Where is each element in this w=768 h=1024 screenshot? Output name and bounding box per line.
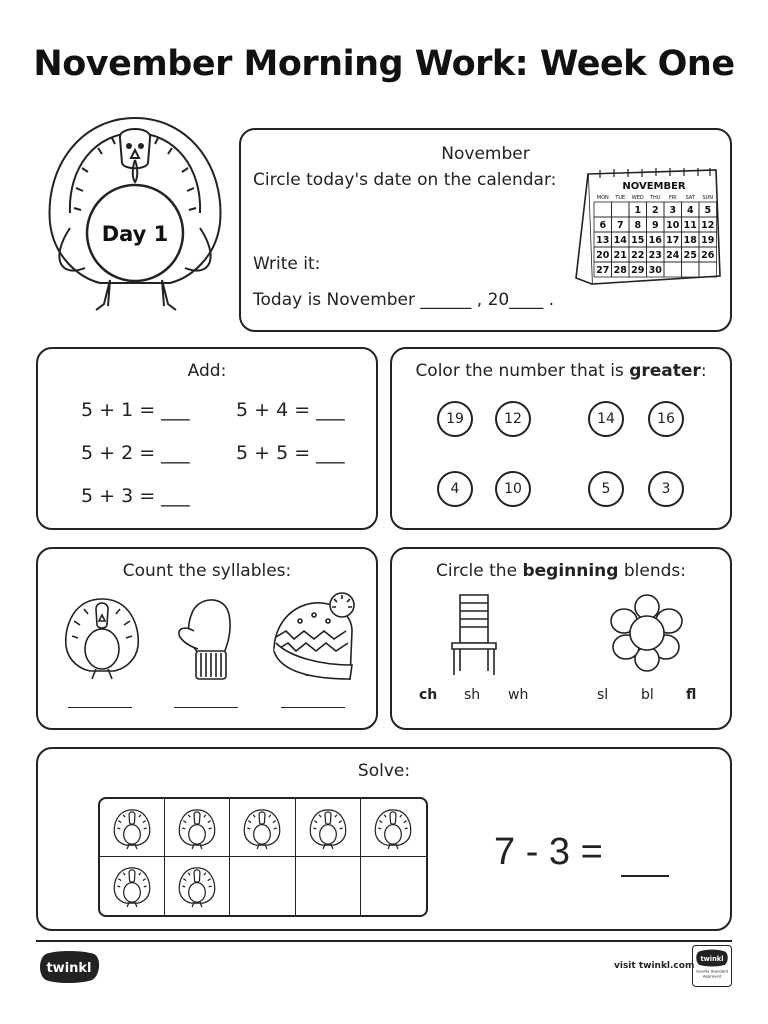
calendar-day: 26 [701,250,715,261]
number-circle[interactable]: 19 [437,401,473,437]
calendar-day: 10 [666,220,680,231]
calendar-weekday: SAT [685,195,695,201]
calendar-day: 23 [648,250,662,261]
number-circle[interactable]: 5 [588,471,624,507]
turkey-icon [372,806,414,850]
calendar-day: 11 [683,220,697,231]
number-circle[interactable]: 10 [495,471,531,507]
calendar-day: 30 [648,265,662,276]
calendar-weekday: FRI [668,195,677,201]
calendar-day: 9 [651,220,659,231]
blend-option[interactable]: fl [686,687,697,703]
ten-frame-cell [361,799,426,857]
turkey-icon [176,806,218,850]
calendar-day: 14 [613,235,627,246]
number-circle[interactable]: 4 [437,471,473,507]
solve-heading: Solve: [357,761,411,781]
calendar-day: 18 [683,235,697,246]
blend-option[interactable]: sl [597,687,609,703]
footer-divider [36,940,732,942]
ten-frame-cell [100,857,165,915]
calendar-month: NOVEMBER [622,181,686,192]
blend-option[interactable]: wh [508,687,529,703]
calendar-weekday: TUE [615,195,626,201]
syllable-section [36,547,378,730]
turkey-icon [111,864,153,908]
equation-5-plus-4[interactable]: 5 + 4 = ___ [236,399,345,421]
equation-5-plus-2[interactable]: 5 + 2 = ___ [81,442,190,464]
number-circle[interactable]: 16 [648,401,684,437]
calendar-day: 17 [666,235,680,246]
greater-section [390,347,732,530]
date-sentence[interactable]: Today is November ______ , 20____ . [253,290,555,310]
calendar-icon[interactable] [574,166,722,290]
calendar-day: 24 [666,250,680,261]
date-section [239,128,732,332]
blend-section [390,547,732,730]
ten-frame-cell [296,799,361,857]
turkey-icon [241,806,283,850]
calendar-day: 5 [704,205,712,216]
calendar-day: 2 [651,205,659,216]
calendar-day: 15 [631,235,645,246]
calendar-day: 1 [634,205,642,216]
calendar-weekday: MON [596,195,609,201]
twinkl-logo [38,950,100,984]
calendar-day: 25 [683,250,697,261]
calendar-day: 16 [648,235,662,246]
answer-line[interactable] [621,875,669,877]
add-heading: Add: [187,361,227,381]
calendar-day: 20 [596,250,610,261]
ten-frame-cell [100,799,165,857]
blend-option[interactable]: bl [641,687,654,703]
winter-hat-icon [270,591,360,683]
ten-frame-cell [361,857,426,915]
syllable-heading: Count the syllables: [122,561,292,581]
blend-option[interactable]: sh [464,687,481,703]
answer-line[interactable] [174,707,238,708]
badge-caption: Quality Standard Approved [695,968,729,979]
calendar-weekday: WED [631,195,644,201]
calendar-weekday: THU [650,195,661,201]
svg-text:twinkl: twinkl [700,955,724,964]
calendar-day: 27 [596,265,610,276]
calendar-day: 4 [686,205,694,216]
greater-heading: Color the number that is greater: [415,361,707,381]
calendar-day: 28 [613,265,627,276]
quality-badge [692,945,732,987]
day-label: Day 1 [101,222,169,246]
calendar-weekday: SUN [702,195,714,201]
answer-line[interactable] [68,707,132,708]
footer-url[interactable]: visit twinkl.com [614,961,695,971]
chair-icon [448,591,500,677]
flower-icon [608,593,686,673]
ten-frame-cell [230,799,295,857]
add-section [36,347,378,530]
turkey-icon [40,108,230,318]
answer-line[interactable] [281,707,345,708]
calendar-day: 29 [631,265,645,276]
calendar-day: 12 [701,220,715,231]
ten-frame-cell [230,857,295,915]
equation-5-plus-5[interactable]: 5 + 5 = ___ [236,442,345,464]
ten-frame-cell [165,799,230,857]
ten-frame-cell [165,857,230,915]
mitten-icon [176,591,242,683]
equation-5-plus-1[interactable]: 5 + 1 = ___ [81,399,190,421]
calendar-day: 22 [631,250,645,261]
date-instruction: Circle today's date on the calendar: [253,170,557,190]
number-circle[interactable]: 14 [588,401,624,437]
blend-option[interactable]: ch [419,687,438,703]
solve-section [36,747,732,931]
ten-frame [98,797,428,917]
subtraction-equation: 7 - 3 = [494,831,603,873]
calendar-day: 7 [616,220,624,231]
svg-text:twinkl: twinkl [46,961,92,976]
blend-heading: Circle the beginning blends: [436,561,686,581]
turkey-icon [62,591,142,681]
calendar-day: 6 [599,220,607,231]
turkey-icon [176,864,218,908]
turkey-icon [307,806,349,850]
ten-frame-cell [296,857,361,915]
date-heading: November [441,144,530,164]
calendar-day: 19 [701,235,715,246]
calendar-day: 13 [596,235,610,246]
turkey-icon [111,806,153,850]
write-label: Write it: [253,254,321,274]
number-circle[interactable]: 12 [495,401,531,437]
calendar-day: 21 [613,250,627,261]
equation-5-plus-3[interactable]: 5 + 3 = ___ [81,485,190,507]
calendar-day: 3 [669,205,677,216]
number-circle[interactable]: 3 [648,471,684,507]
page-title: November Morning Work: Week One [33,44,735,84]
calendar-day: 8 [634,220,642,231]
